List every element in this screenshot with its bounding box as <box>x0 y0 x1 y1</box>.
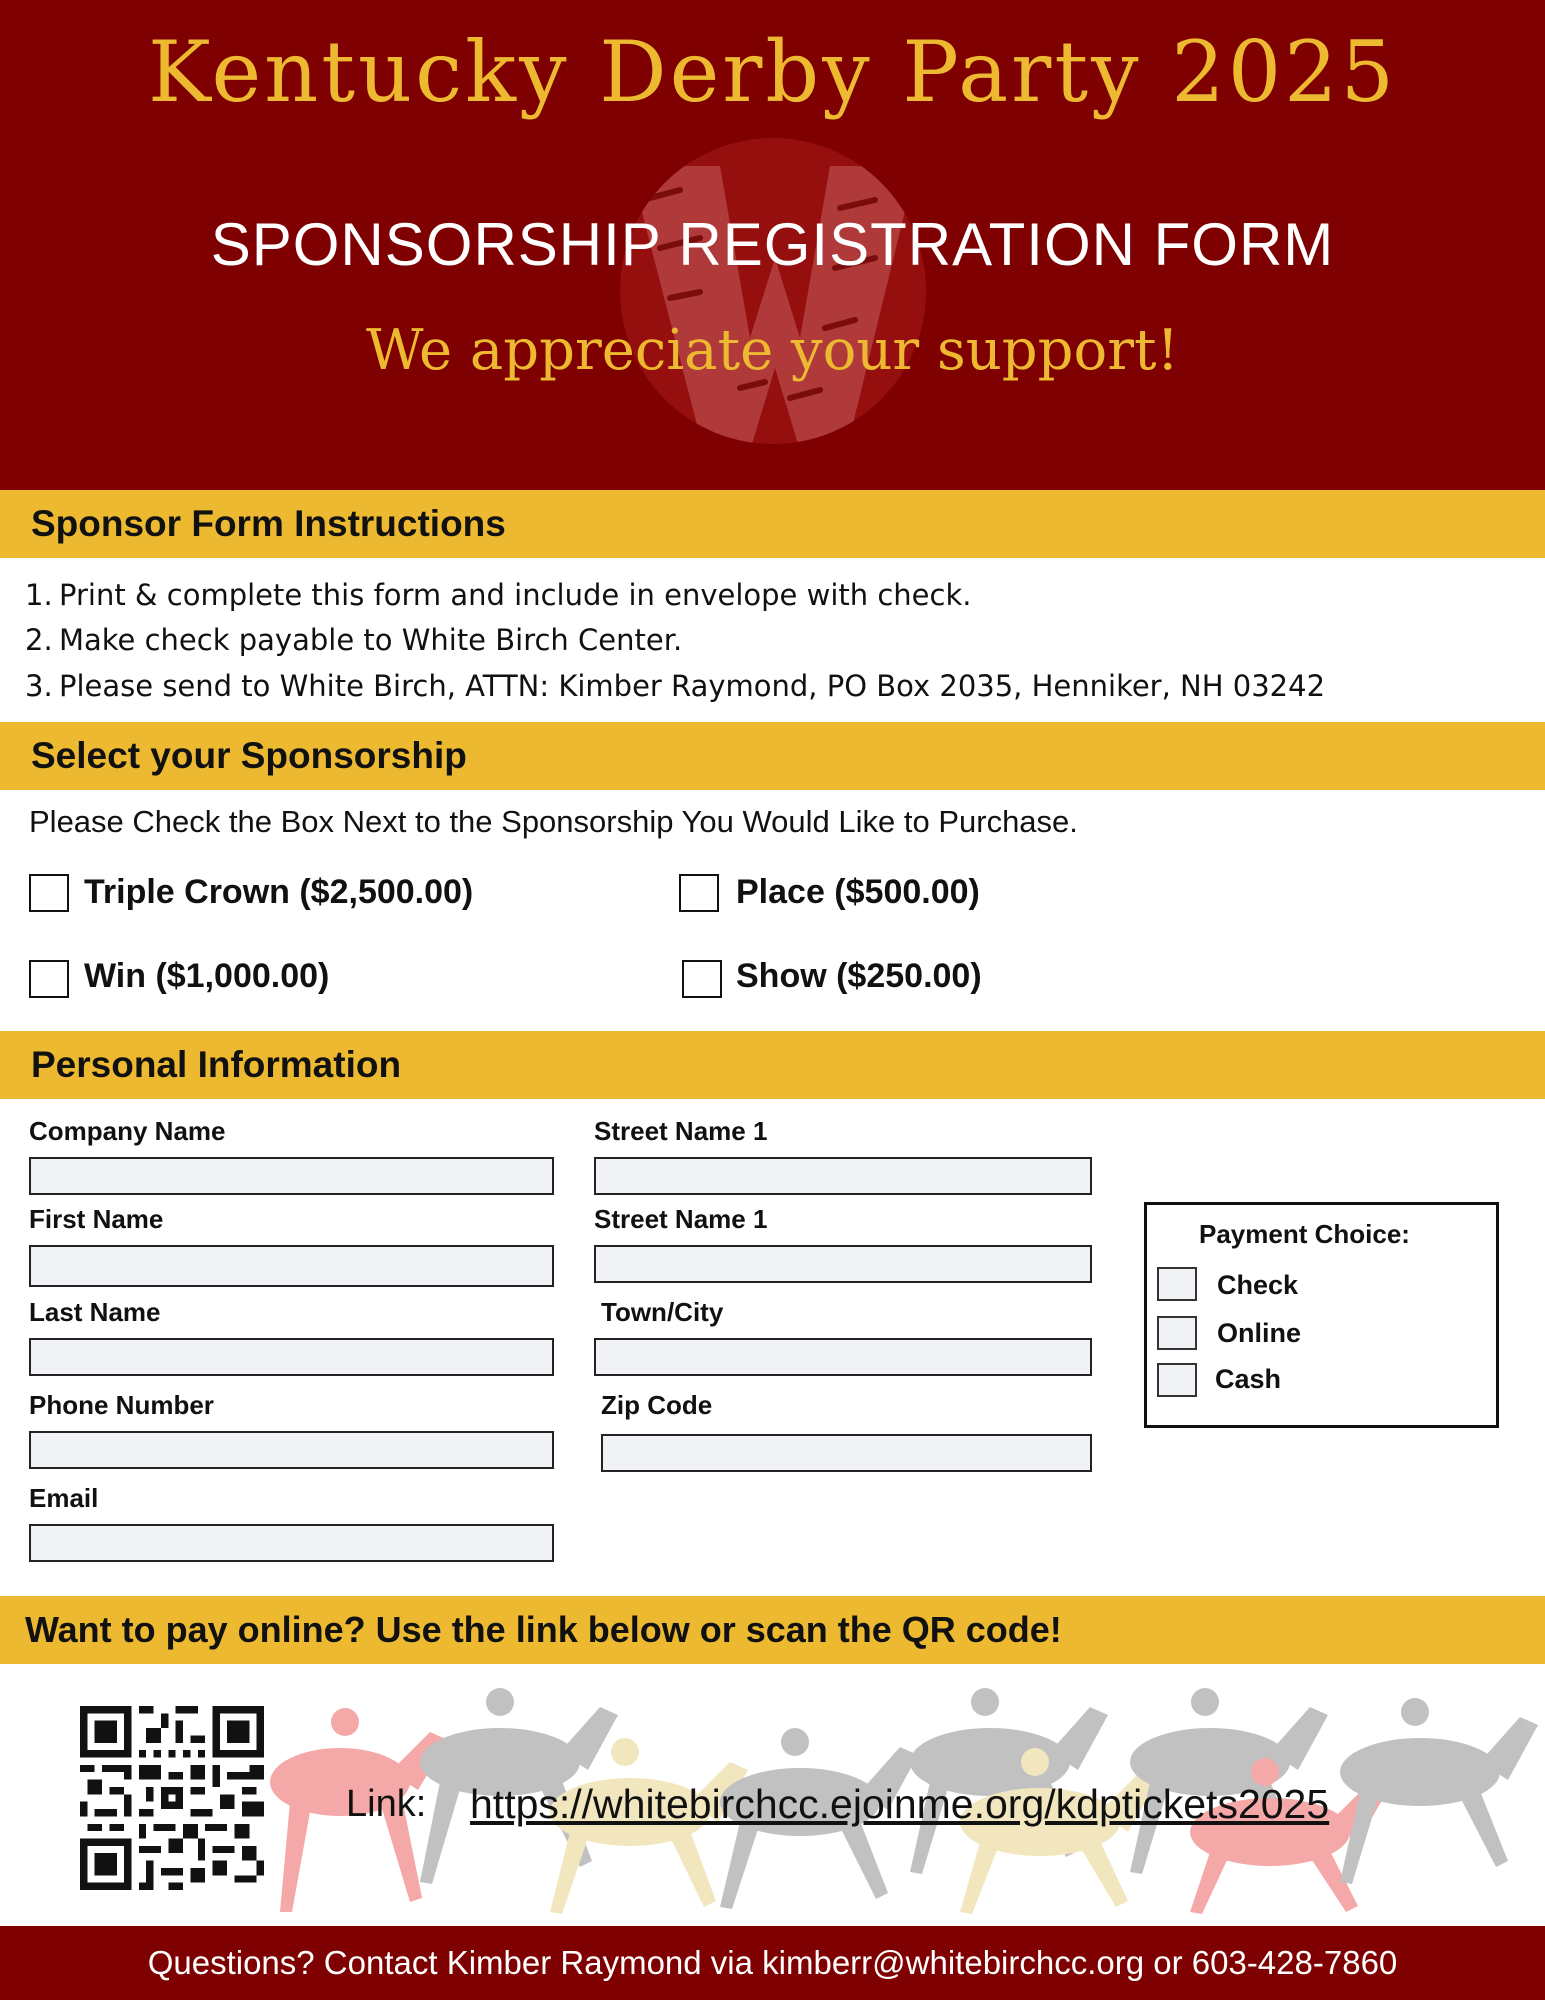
street-name-2-field[interactable] <box>594 1245 1092 1283</box>
payment-check-checkbox[interactable] <box>1157 1267 1197 1301</box>
first-name-label: First Name <box>29 1204 164 1234</box>
town-city-label: Town/City <box>601 1297 724 1327</box>
instruction-text: Please send to White Birch, ATTN: Kimber Raymond, PO Box 2035, Henniker, NH 03242 <box>59 669 1326 703</box>
instruction-text: Make check payable to White Birch Center. <box>59 623 683 657</box>
instruction-number: 3. <box>25 669 53 703</box>
zip-code-label: Zip Code <box>601 1390 713 1420</box>
footer-bar <box>0 1926 1545 2000</box>
sponsorship-hint: Please Check the Box Next to the Sponsorship You Would Like to Purchase. <box>29 804 1078 839</box>
instruction-item <box>25 618 682 662</box>
show-label: Show ($250.00) <box>736 957 982 995</box>
street-name-1-label: Street Name 1 <box>594 1116 768 1146</box>
email-label: Email <box>29 1483 99 1513</box>
first-name-field[interactable] <box>29 1245 554 1287</box>
sponsorship-section-bar <box>0 722 1545 790</box>
zip-code-field[interactable] <box>601 1434 1092 1472</box>
instructions-heading: Sponsor Form Instructions <box>31 503 506 544</box>
form-subtitle: SPONSORSHIP REGISTRATION FORM <box>210 211 1335 278</box>
place-label: Place ($500.00) <box>736 873 980 911</box>
sponsorship-heading: Select your Sponsorship <box>31 735 467 776</box>
win-label: Win ($1,000.00) <box>84 957 330 995</box>
win-checkbox[interactable] <box>29 960 69 998</box>
page-title: Kentucky Derby Party 2025 <box>147 23 1398 121</box>
payment-online-label: Online <box>1217 1318 1302 1348</box>
street-name-2-label: Street Name 1 <box>594 1204 768 1234</box>
payment-cash-checkbox[interactable] <box>1157 1363 1197 1397</box>
last-name-field[interactable] <box>29 1338 554 1376</box>
payment-choice-title: Payment Choice: <box>1199 1219 1410 1249</box>
last-name-label: Last Name <box>29 1297 161 1327</box>
personal-section-bar <box>0 1031 1545 1099</box>
instruction-item <box>25 664 1325 708</box>
instruction-number: 2. <box>25 623 53 657</box>
triple-crown-checkbox[interactable] <box>29 874 69 912</box>
town-city-field[interactable] <box>594 1338 1092 1376</box>
header-banner <box>0 0 1545 490</box>
payment-online-checkbox[interactable] <box>1157 1316 1197 1350</box>
qr-code[interactable] <box>80 1706 264 1890</box>
company-name-label: Company Name <box>29 1116 226 1146</box>
show-checkbox[interactable] <box>682 960 722 998</box>
online-payment-section-bar <box>0 1596 1545 1664</box>
instructions-section-bar <box>0 490 1545 558</box>
company-name-field[interactable] <box>29 1157 554 1195</box>
personal-heading: Personal Information <box>31 1044 402 1085</box>
online-payment-heading: Want to pay online? Use the link below or scan the QR code! <box>25 1609 1062 1650</box>
payment-check-label: Check <box>1217 1270 1299 1300</box>
instruction-text: Print & complete this form and include in envelope with check. <box>59 578 972 612</box>
payment-link[interactable]: https://whitebirchcc.ejoinme.org/kdptickets2025 <box>470 1781 1330 1827</box>
instruction-number: 1. <box>25 578 53 612</box>
email-field[interactable] <box>29 1524 554 1562</box>
phone-number-label: Phone Number <box>29 1390 214 1420</box>
payment-choice-box <box>1144 1202 1499 1428</box>
link-label: Link: <box>346 1783 427 1825</box>
contact-text: Questions? Contact Kimber Raymond via kimberr@whitebirchcc.org or 603-428-7860 <box>147 1944 1398 1981</box>
triple-crown-label: Triple Crown ($2,500.00) <box>84 873 474 911</box>
place-checkbox[interactable] <box>679 874 719 912</box>
tagline: We appreciate your support! <box>365 318 1179 383</box>
payment-cash-label: Cash <box>1215 1364 1282 1394</box>
white-birch-logo <box>620 138 926 444</box>
instruction-item <box>25 573 971 617</box>
street-name-1-field[interactable] <box>594 1157 1092 1195</box>
phone-number-field[interactable] <box>29 1431 554 1469</box>
